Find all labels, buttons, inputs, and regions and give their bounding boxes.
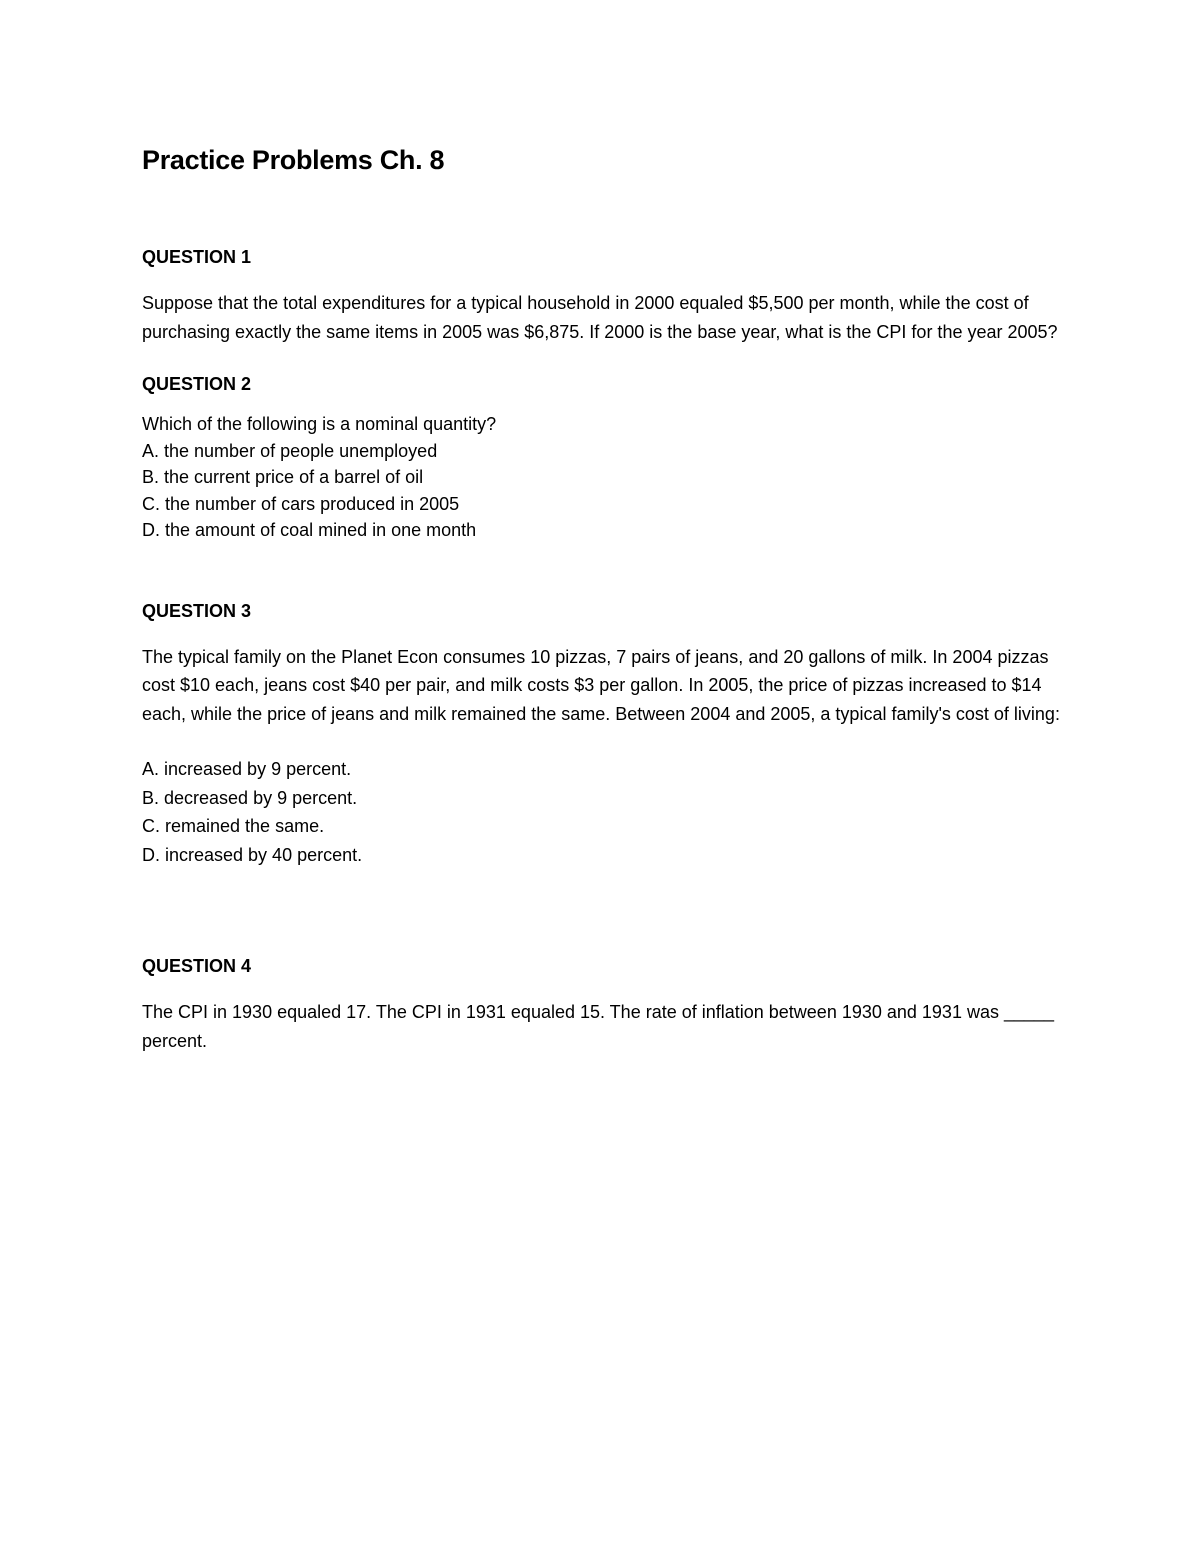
question-3-heading: QUESTION 3 <box>142 600 252 621</box>
question-3-option-d: D. increased by 40 percent. <box>142 844 363 865</box>
page-title: Practice Problems Ch. 8 <box>142 145 445 175</box>
question-3-option-c: C. remained the same. <box>142 816 325 836</box>
question-2 <box>142 371 1062 544</box>
question-1-text: Suppose that the total expenditures for a typical household in 2000 equaled $5,500 per month, while the cost of purchasing exactly the same items in 2005 was $6,875. If 2000 is the base year, what is the CPI for the year 2005? <box>142 293 1058 342</box>
question-2-heading: QUESTION 2 <box>142 374 252 394</box>
question-3-options <box>142 755 1062 869</box>
question-3-text: The typical family on the Planet Econ consumes 10 pizzas, 7 pairs of jeans, and 20 gallons of milk. In 2004 pizzas cost $10 each, jeans cost $40 per pair, and milk costs $3 per gallon. In 2005, the price of pizzas increased to $14 each, while the price of jeans and milk remained the same. Between 2004 and 2005, a typical family's cost of living: <box>142 646 1060 724</box>
question-4-text: The CPI in 1930 equaled 17. The CPI in 1931 equaled 15. The rate of inflation between 1930 and 1931 was _____ percent. <box>142 1002 1055 1051</box>
question-2-option-b: B. the current price of a barrel of oil <box>142 467 424 487</box>
document-content <box>142 140 1062 1055</box>
question-3-option-b: B. decreased by 9 percent. <box>142 787 358 808</box>
question-4-heading: QUESTION 4 <box>142 956 252 976</box>
question-2-text: Which of the following is a nominal quantity? <box>142 414 497 434</box>
question-1 <box>142 244 1062 346</box>
question-4 <box>142 953 1062 1055</box>
question-2-option-a: A. the number of people unemployed <box>142 440 438 461</box>
question-3-option-a: A. increased by 9 percent. <box>142 759 352 779</box>
question-1-heading: QUESTION 1 <box>142 247 252 267</box>
question-2-option-d: D. the amount of coal mined in one month <box>142 520 477 540</box>
question-2-option-c: C. the number of cars produced in 2005 <box>142 493 460 514</box>
question-3 <box>142 598 1062 870</box>
